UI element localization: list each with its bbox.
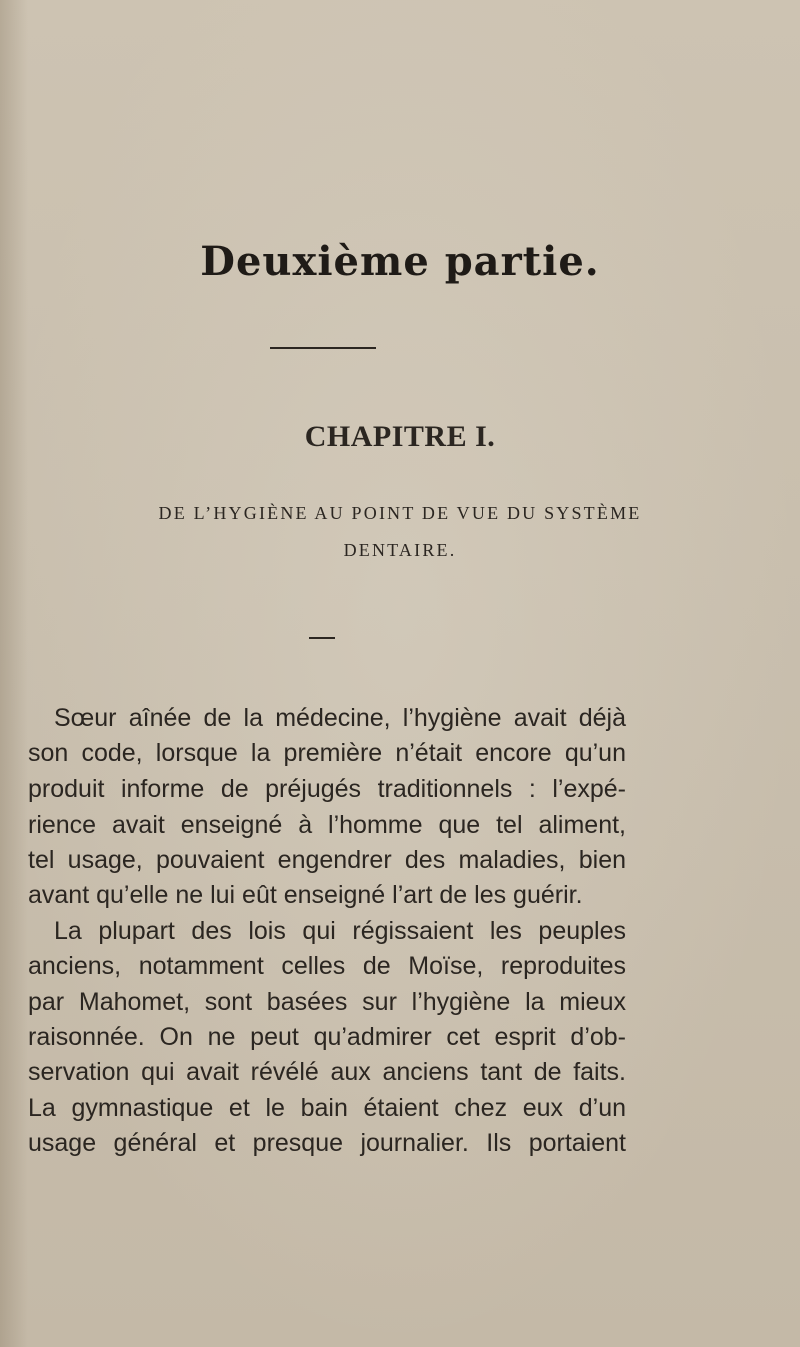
text-line: servation qui avait révélé aux anciens tant de faits.: [28, 1058, 626, 1086]
text-line: par Mahomet, sont basées sur l’hygiène la mieux: [28, 988, 626, 1016]
text-line: raisonnée. On ne peut qu’admirer cet esprit d’ob-: [28, 1023, 626, 1051]
chapter-subtitle-line-1: DE L’HYGIÈNE AU POINT DE VUE DU SYSTÈME: [158, 503, 642, 523]
text-line: usage général et presque journalier. Ils portaient: [28, 1129, 626, 1157]
part-title: Deuxième partie.: [200, 238, 600, 285]
title-divider: [270, 347, 376, 349]
chapter-subtitle-line-2: DENTAIRE.: [343, 540, 457, 560]
text-line: avant qu’elle ne lui eût enseigné l’art de les guérir.: [28, 881, 583, 909]
chapter-title: CHAPITRE I.: [304, 420, 496, 453]
text-line: anciens, notamment celles de Moïse, reproduites: [28, 952, 626, 980]
text-line: tel usage, pouvaient engendrer des maladies, bien: [28, 846, 626, 874]
text-line: rience avait enseigné à l’homme que tel aliment,: [28, 811, 626, 839]
section-divider: [309, 637, 335, 639]
text-line: son code, lorsque la première n’était encore qu’un: [28, 739, 626, 767]
text-line: Sœur aînée de la médecine, l’hygiène avait déjà: [54, 704, 626, 732]
text-line: La gymnastique et le bain étaient chez eux d’un: [28, 1094, 626, 1122]
text-line: La plupart des lois qui régissaient les peuples: [54, 917, 626, 945]
text-line: produit informe de préjugés traditionnels : l’expé-: [28, 775, 626, 803]
